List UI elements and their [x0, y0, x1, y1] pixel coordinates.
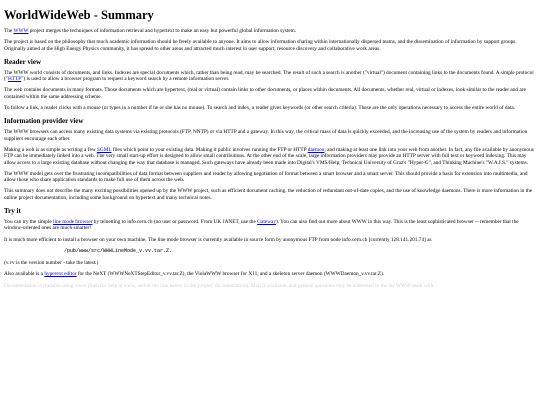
sgml-link[interactable]: SGML — [96, 146, 112, 153]
try-it-paragraph-2: It is much more efficient to install a browser on your own machine. The line mode browser is currently available in source form by anonymous FTP from node info.cern.ch [currently 128.141.201.74] as — [4, 236, 432, 243]
provider-view-paragraph-2 — [4, 147, 535, 166]
try-it-paragraph-3: (v.vv is the version number - take the latest.) — [4, 259, 99, 266]
provider-view-paragraph-3: The WWW model gets over the frustrating incompatibilities of data format between suppliers and reader by allowing negotiation of format between a smart browser and a smart server. This should provide a basis for extension into multimedia, and allow those who share application standards to make full use of them across the web. — [4, 170, 528, 184]
daemon-link[interactable]: daemon — [307, 146, 325, 153]
reader-view-paragraph-2: The web contains documents in many formats. Those documents which are hypertext, (real or virtual) contain links to other documents, or places within documents. All documents, whether real, virtual or indexes, look similar to the reader and are contained within the same addressing scheme. — [4, 87, 526, 100]
provider-view-paragraph-4: This summary does not describe the many exciting possibilities opened up by the WWW project, such as efficient document caching. the reduction of redundant out-of-date copies, and the use of knowledge daemons. There is more information in the online project documentation, including some background on hypertext and many technical notes. — [4, 188, 533, 201]
text-span: for the NeXT (WWWNeXTStepEditor_v.vv.tar.Z), the ViolaWWW browser for X11, and a skeleton server daemon (WWWDaemon_v.vv.tar.Z). — [76, 271, 385, 278]
try-it-paragraph-1 — [4, 219, 535, 232]
provider-view-paragraph-1: The WWW browsers can access many existing data systems via existing protocols (FTP, NNTP) or via HTTP and a gateway. In this way, the critical mass of data is quickly exceeded, and the increasing use of the system by readers and information suppliers encourage each other. — [4, 129, 528, 142]
ftp-path: /pub/www/src/WWWLineMode_v.vv.tar.Z. — [64, 247, 173, 254]
text-span: Also available is a — [4, 271, 45, 278]
text-span: You can try the simple — [4, 219, 54, 226]
www-link[interactable]: WWW — [13, 28, 29, 34]
page-title: WorldWideWeb - Summary — [4, 8, 154, 22]
try-it-paragraph-5: Documentation is readable using www (Sieh the help at www, and/or the link below in the 'project' documentation). Mail is available, and general questions may be addressed to the the WWW team with — [4, 282, 434, 289]
text-span: project merges the techniques of information retrieval and hypertext to make an easy but powerful global information system. — [28, 28, 297, 34]
intro-paragraph-1 — [4, 28, 535, 34]
gateway-link[interactable]: Gateway — [257, 219, 276, 226]
hypertext-editor-link[interactable]: hyperext editor — [44, 271, 77, 278]
try-it-paragraph-4 — [4, 271, 535, 277]
http-link[interactable]: HTTP — [7, 76, 22, 83]
text-span: ") is used to allow a browser program to request a keyword search by a remote information server. — [21, 76, 230, 83]
line-mode-browser-link[interactable]: line mode browser — [53, 219, 93, 226]
intro-paragraph-2: The project is based on the philosophy that much academic information should be freely available to anyone. It aims to allow information sharing within internationally dispersed teams, and the dissemination of information by support groups. Originally aimed at the High Energy Physics community, it has spread to other areas and attracted much interest in user support, resource discovery and collaborative work areas. — [4, 39, 517, 52]
text-span: , and making at least one link into your web from another. In fact, any file available by anonymous FTP can be immediately linked into a web. The very small start-up effort is designed to allow small contributions. At the other end of the scale, large information providers may provide an HTTP server with full text or keyword indexing. This may allow access to a large existing database without changing the way that database is managed. Such gateways have already been made into Digital's VMS/Help, Technical University of Graz's "Hyper-G", and Thinking Machine's "W.A.I.S." systems. — [4, 146, 534, 166]
text-span: by telnetting to info.cern.ch (no user or password. From UK JANET, use the — [92, 219, 258, 226]
text-span: The WWW world consists of documents, and links. Indexes are special documents which, rather than being read, may be searched. The result of such a search is another ("virtual") document containing links to the documents found. A simple protocol (" — [4, 69, 534, 83]
reader-view-heading: Reader view — [4, 57, 41, 66]
text-span: The — [4, 28, 14, 34]
try-it-heading: Try it — [4, 207, 21, 216]
text-span: ). You can also find out more about WWW in this way. This is the least sophisticated browser -- remember that the window-oriented ones are much smarter! — [4, 219, 519, 232]
text-span: files which point to your existing data. Making it public involves running the FTP or HTTP — [111, 146, 308, 153]
text-span: Making a web is as simple as writing a few — [4, 146, 97, 153]
document-page — [4, 0, 535, 294]
reader-view-paragraph-3: To follow a link, a reader clicks with a mouse (or types in a number if he or she has no mouse). To search and index, a reader gives keywords (or other search criteria). These are the only operations necessary to access the entire world of data. — [4, 105, 516, 112]
provider-view-heading: Information provider view — [4, 117, 84, 126]
reader-view-paragraph-1 — [4, 70, 535, 83]
